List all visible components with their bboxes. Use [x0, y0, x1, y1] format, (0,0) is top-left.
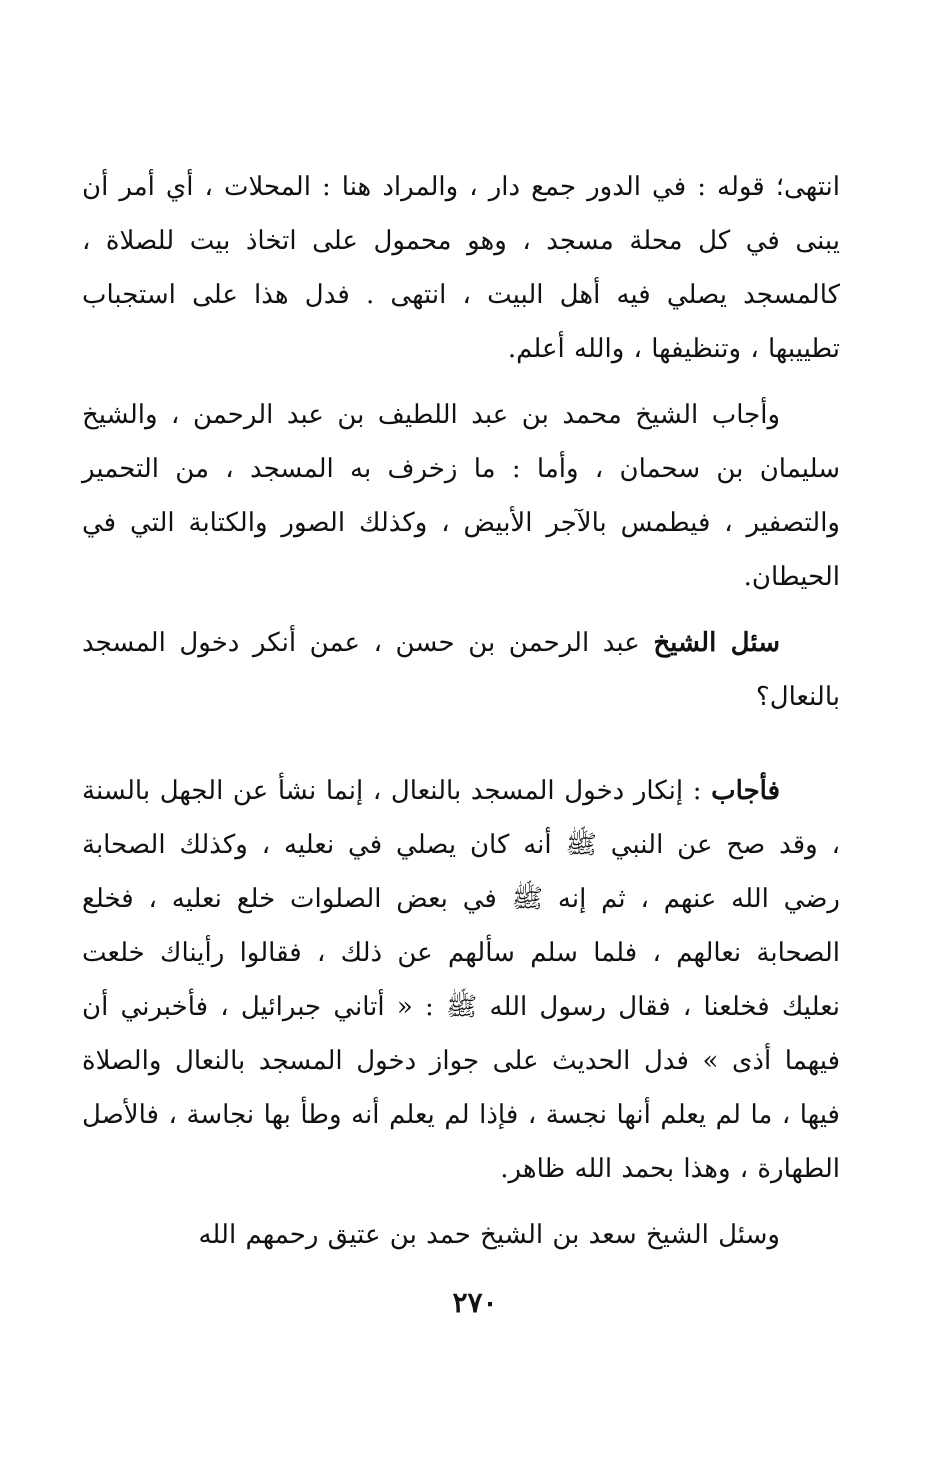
paragraph-4-text: : إنكار دخول المسجد بالنعال ، إنما نشأ عن الجهل بالسنة ، وقد صح عن النبي ﷺ أنه كان يصلي في نعليه ، وكذلك الصحابة رضي الله عنهم ، ثم إنه ﷺ في بعض الصلوات خلع نعليه ، فخلع الصحابة نعالهم ، فلما سلم سألهم عن ذلك ، فقالوا رأيناك خلعت نعليك فخلعنا ، فقال رسول الله ﷺ : « أتاني جبرائيل ، فأخبرني أن فيهما أذى » فدل الحديث على جواز دخول المسجد بالنعال والصلاة فيها ، ما لم يعلم أنها نجسة ، فإذا لم يعلم أنه وطأ بها نجاسة ، فالأصل الطهارة ، وهذا بحمد الله ظاهر. — [82, 776, 840, 1184]
paragraph-5 — [82, 1208, 840, 1262]
paragraph-3-text: عبد الرحمن بن حسن ، عمن أنكر دخول المسجد بالنعال؟ — [82, 628, 840, 712]
paragraph-3-lead: سئل الشيخ — [653, 628, 780, 658]
paragraph-4-lead: فأجاب — [711, 776, 780, 806]
paragraph-2-text: وأجاب الشيخ محمد بن عبد اللطيف بن عبد الرحمن ، والشيخ سليمان بن سحمان ، وأما : ما زخرف به المسجد ، من التحمير والتصفير ، فيطمس بالآجر الأبيض ، وكذلك الصور والكتابة التي في الحيطان. — [82, 400, 840, 592]
page-number: ٢٧٠ — [452, 1286, 498, 1319]
paragraph-4 — [82, 764, 840, 1196]
paragraph-2 — [82, 388, 840, 604]
paragraph-3 — [82, 616, 840, 724]
paragraph-5-text: وسئل الشيخ سعد بن الشيخ حمد بن عتيق رحمهم الله — [198, 1220, 780, 1250]
paragraph-1-text: انتهى؛ قوله : في الدور جمع دار ، والمراد هنا : المحلات ، أي أمر أن يبنى في كل محلة مسجد ، وهو محمول على اتخاذ بيت للصلاة ، كالمسجد يصلي فيه أهل البيت ، انتهى . فدل هذا على استجباب تطييبها ، وتنظيفها ، والله أعلم. — [82, 172, 840, 364]
paragraph-1 — [82, 160, 840, 376]
page-body — [82, 160, 840, 1262]
